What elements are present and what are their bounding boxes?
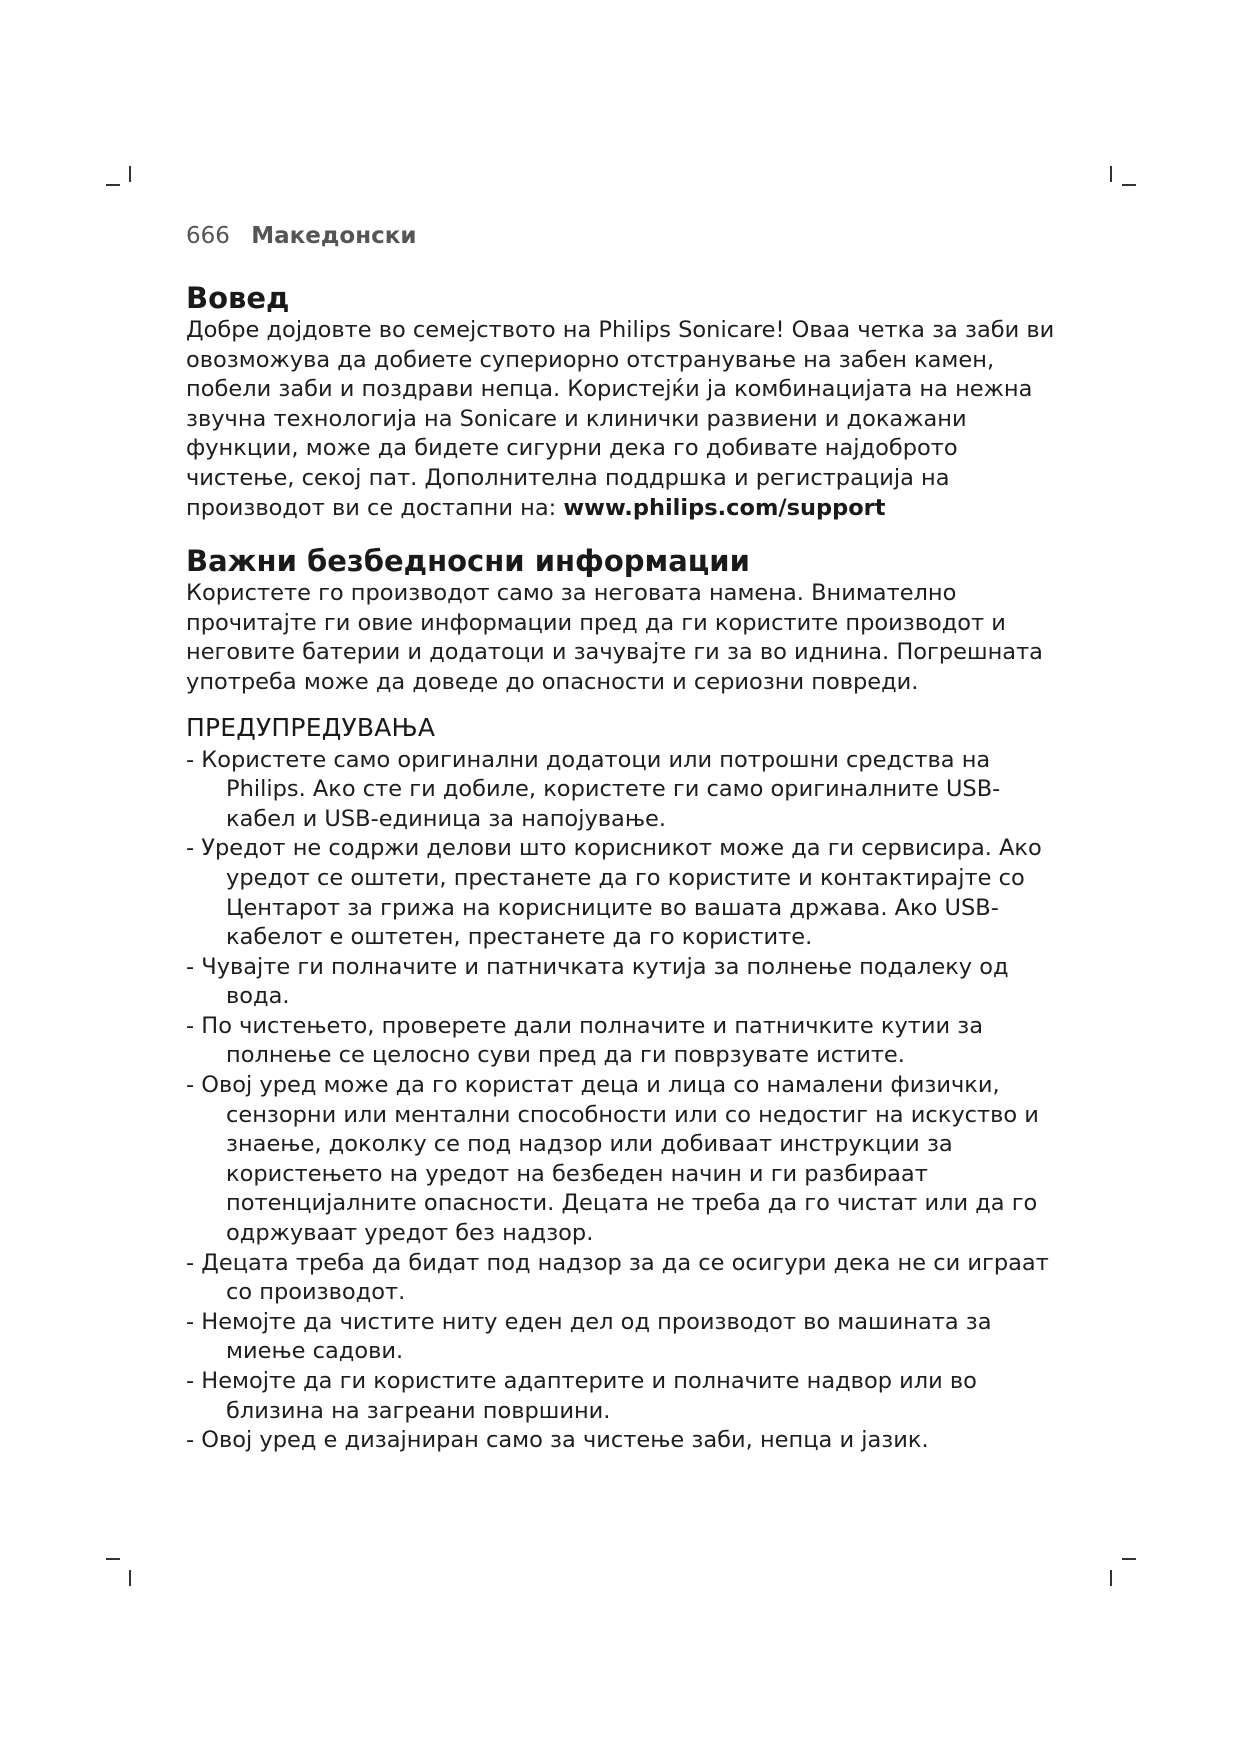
warning-item: - Децата треба да бидат под надзор за да се осигури дека не си играат со производот. bbox=[186, 1249, 1049, 1306]
safety-paragraph: Користете го производот само за неговата намена. Внимателно прочитајте ги овие информации пред да ги користите производот и неговите батерии и додатоци и зачувајте ги за во иднина. Погрешната употреба може да доведе до опасности и сериозни повреди. bbox=[186, 580, 1043, 695]
crop-mark-top-left-v bbox=[129, 166, 131, 182]
page-content bbox=[186, 222, 1066, 1456]
warning-item: - По чистењето, проверете дали полначите и патничките кутии за полнење се целосно суви пред да ги поврзувате истите. bbox=[186, 1012, 984, 1069]
warning-item: - Користете само оригинални додатоци или потрошни средства на Philips. Ако сте ги добиле, користете ги само оригиналните USB-кабел и USB-единица за напојување. bbox=[186, 746, 1001, 832]
warning-item: - Овој уред може да го користат деца и лица со намалени физички, сензорни или ментални способности или со недостиг на искуство и знаење, доколку се под надзор или добиваат инструкции за користењето на уредот на безбеден начин и ги разбираат потенцијалните опасности. Децата не треба да го чистат или да го одржуваат уредот без надзор. bbox=[186, 1072, 1039, 1247]
crop-mark-top-right-h bbox=[1122, 184, 1136, 186]
crop-mark-bottom-right-h bbox=[1122, 1558, 1136, 1560]
language-label: Македонски bbox=[251, 223, 417, 249]
warning-item: - Уредот не содржи делови што корисникот може да ги сервисира. Ако уредот се оштети, престанете да го користите и контактирајте со Центарот за грижа на корисниците во вашата држава. Ако USB-кабелот е оштетен, престанете да го користите. bbox=[186, 835, 1042, 951]
crop-mark-top-left-h bbox=[106, 184, 120, 186]
warnings-heading: ПРЕДУПРЕДУВАЊА bbox=[186, 712, 436, 742]
crop-mark-bottom-right-v bbox=[1110, 1570, 1112, 1586]
page-header bbox=[186, 222, 1066, 250]
crop-mark-bottom-left-h bbox=[106, 1558, 120, 1560]
crop-mark-top-right-v bbox=[1110, 166, 1112, 182]
warning-item: - Чувајте ги полначите и патничката кутија за полнење подалеку од вода. bbox=[186, 953, 1009, 1010]
warnings-list bbox=[186, 746, 1066, 1456]
warning-item: - Немојте да ги користите адаптерите и полначите надвор или во близина на загреани површини. bbox=[186, 1368, 977, 1424]
warning-item: - Овој уред е дизајниран само за чистење заби, непца и јазик. bbox=[186, 1427, 929, 1454]
safety-heading: Важни безбедносни информации bbox=[186, 544, 750, 579]
page-number: 666 bbox=[186, 223, 230, 249]
intro-heading: Вовед bbox=[186, 281, 290, 315]
intro-paragraph bbox=[186, 316, 1066, 523]
support-link[interactable]: www.philips.com/support bbox=[563, 494, 886, 521]
crop-mark-bottom-left-v bbox=[129, 1570, 131, 1586]
warning-item: - Немојте да чистите ниту еден дел од производот во машината за миење садови. bbox=[186, 1308, 992, 1365]
intro-text: Добре дојдовте во семејството на Philips Sonicare! Оваа четка за заби ви овозможува да добиете супериорно отстранување на забен камен, побели заби и поздрави непца. Користејќи ја комбинацијата на нежна звучна технологија на Sonicare и клинички развиени и докажани функции, може да бидете сигурни дека го добивате најдоброто чистење, секој пат. Дополнителна поддршка и регистрација на производот ви се достапни на: bbox=[186, 317, 1055, 521]
